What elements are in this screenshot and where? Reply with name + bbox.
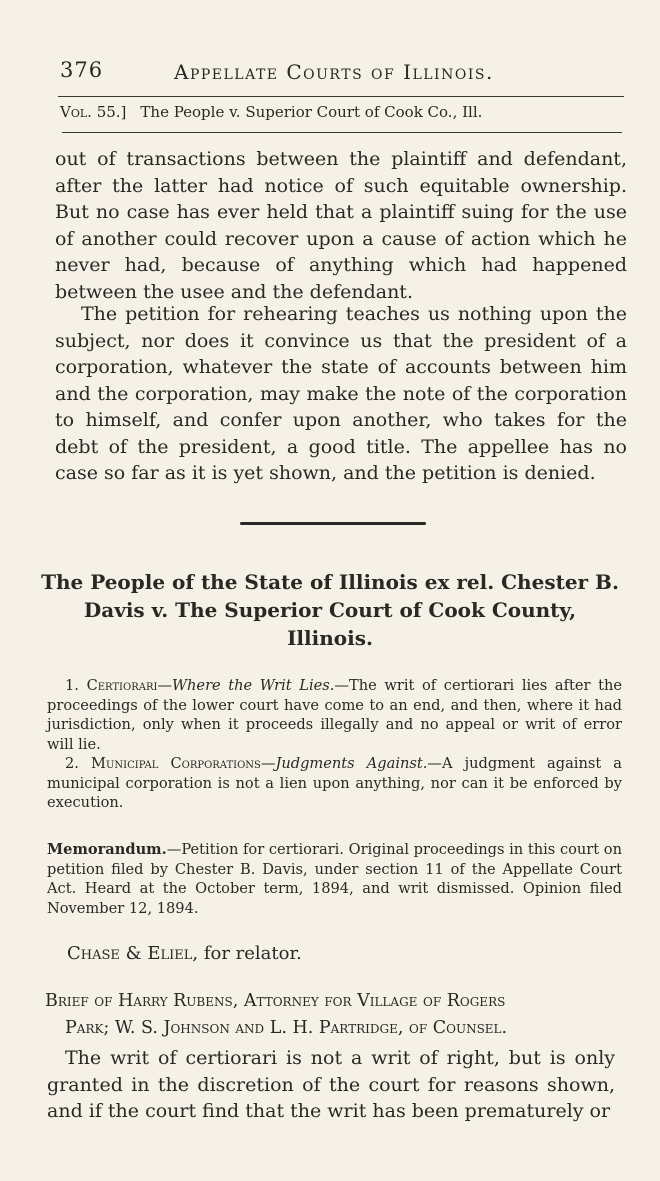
section-divider (240, 522, 426, 525)
brief-heading (45, 988, 623, 1042)
headnote-text: A judgment against a municipal corporation is not a lien upon anything, nor can it be enforced by execution. (47, 755, 622, 811)
memorandum-label: Memorandum. (47, 841, 167, 858)
headnote-1: 1. Certiorari—Where the Writ Lies.—The writ of certiorari lies after the proceedings of the lower court have come to an end, and then, where it had jurisdiction, only when it proceeds illegally and no appeal or writ of error will lie. (47, 677, 623, 753)
header-rule-top (58, 96, 624, 97)
headnote-topic: Municipal Corporations (91, 755, 261, 772)
memorandum: Memorandum.—Petition for certiorari. Original proceedings in this court on petition filed by Chester B. Davis, under section 11 of the Appellate Court Act. Heard at the October term, 1894, and writ dismissed. Opinion filed November 12, 1894. (47, 841, 622, 917)
citation-case-name: The People v. Superior Court of Cook Co., Ill. (140, 103, 483, 121)
opinion-paragraph-2: The petition for rehearing teaches us nothing upon the subject, nor does it convince us that the president of a corporation, whatever the state of accounts between him and the corporation, may make the note of the corporation to himself, and confer upon another, who takes for the debt of the president, a good title. The appellee has no case so far as it is yet shown, and the petition is denied. (55, 303, 627, 484)
case-title: The People of the State of Illinois ex rel. Chester B. Davis v. The Superior Court of Cook County, Illinois. (41, 570, 619, 650)
opinion-paragraph-1: out of transactions between the plaintiff and defendant, after the latter had notice of such equitable ownership. But no case has ever held that a plaintiff suing for the use of another could recover upon a cause of action which he never had, because of anything which had happened between the usee and the defendant. (55, 148, 627, 303)
memorandum-text: Petition for certiorari. Original proceedings in this court on petition filed by Chester B. Davis, under section 11 of the Appellate Court Act. Heard at the October term, 1894, and writ dismissed. Opinion filed November 12, 1894. (47, 841, 622, 917)
brief-line-1: Brief of Harry Rubens, Attorney for Village of Rogers (45, 991, 506, 1011)
volume-label: Vol. 55.] (60, 103, 127, 121)
headnote-number: 1. (65, 677, 79, 694)
counsel-names: Chase & Eliel, (67, 943, 199, 964)
headnote-subtopic: Judgments Against. (275, 755, 428, 772)
headnote-topic: Certiorari (86, 677, 158, 694)
page-header (60, 58, 620, 88)
brief-paragraph: The writ of certiorari is not a writ of right, but is only granted in the discretion of the court for reasons shown, and if the court find that the writ has been prematurely or (47, 1047, 615, 1122)
counsel-line (67, 943, 302, 964)
header-rule-bottom (62, 132, 622, 133)
headnote-number: 2. (65, 755, 79, 772)
headnote-subtopic: Where the Writ Lies. (172, 677, 335, 694)
headnote-2: 2. Municipal Corporations—Judgments Against.—A judgment against a municipal corporation is not a lien upon anything, nor can it be enforced by execution. (47, 755, 622, 811)
page-number: 376 (60, 58, 104, 82)
running-head: Appellate Courts of Illinois. (174, 60, 494, 84)
headnote-text: The writ of certiorari lies after the proceedings of the lower court have come to an end, and then, where it had jurisdiction, only when it proceeds illegally and no appeal or writ of error will lie. (47, 677, 623, 753)
case-citation-line (60, 103, 620, 121)
brief-line-2: Park; W. S. Johnson and L. H. Partridge, of Counsel. (65, 1018, 508, 1038)
counsel-role: for relator. (198, 943, 302, 964)
